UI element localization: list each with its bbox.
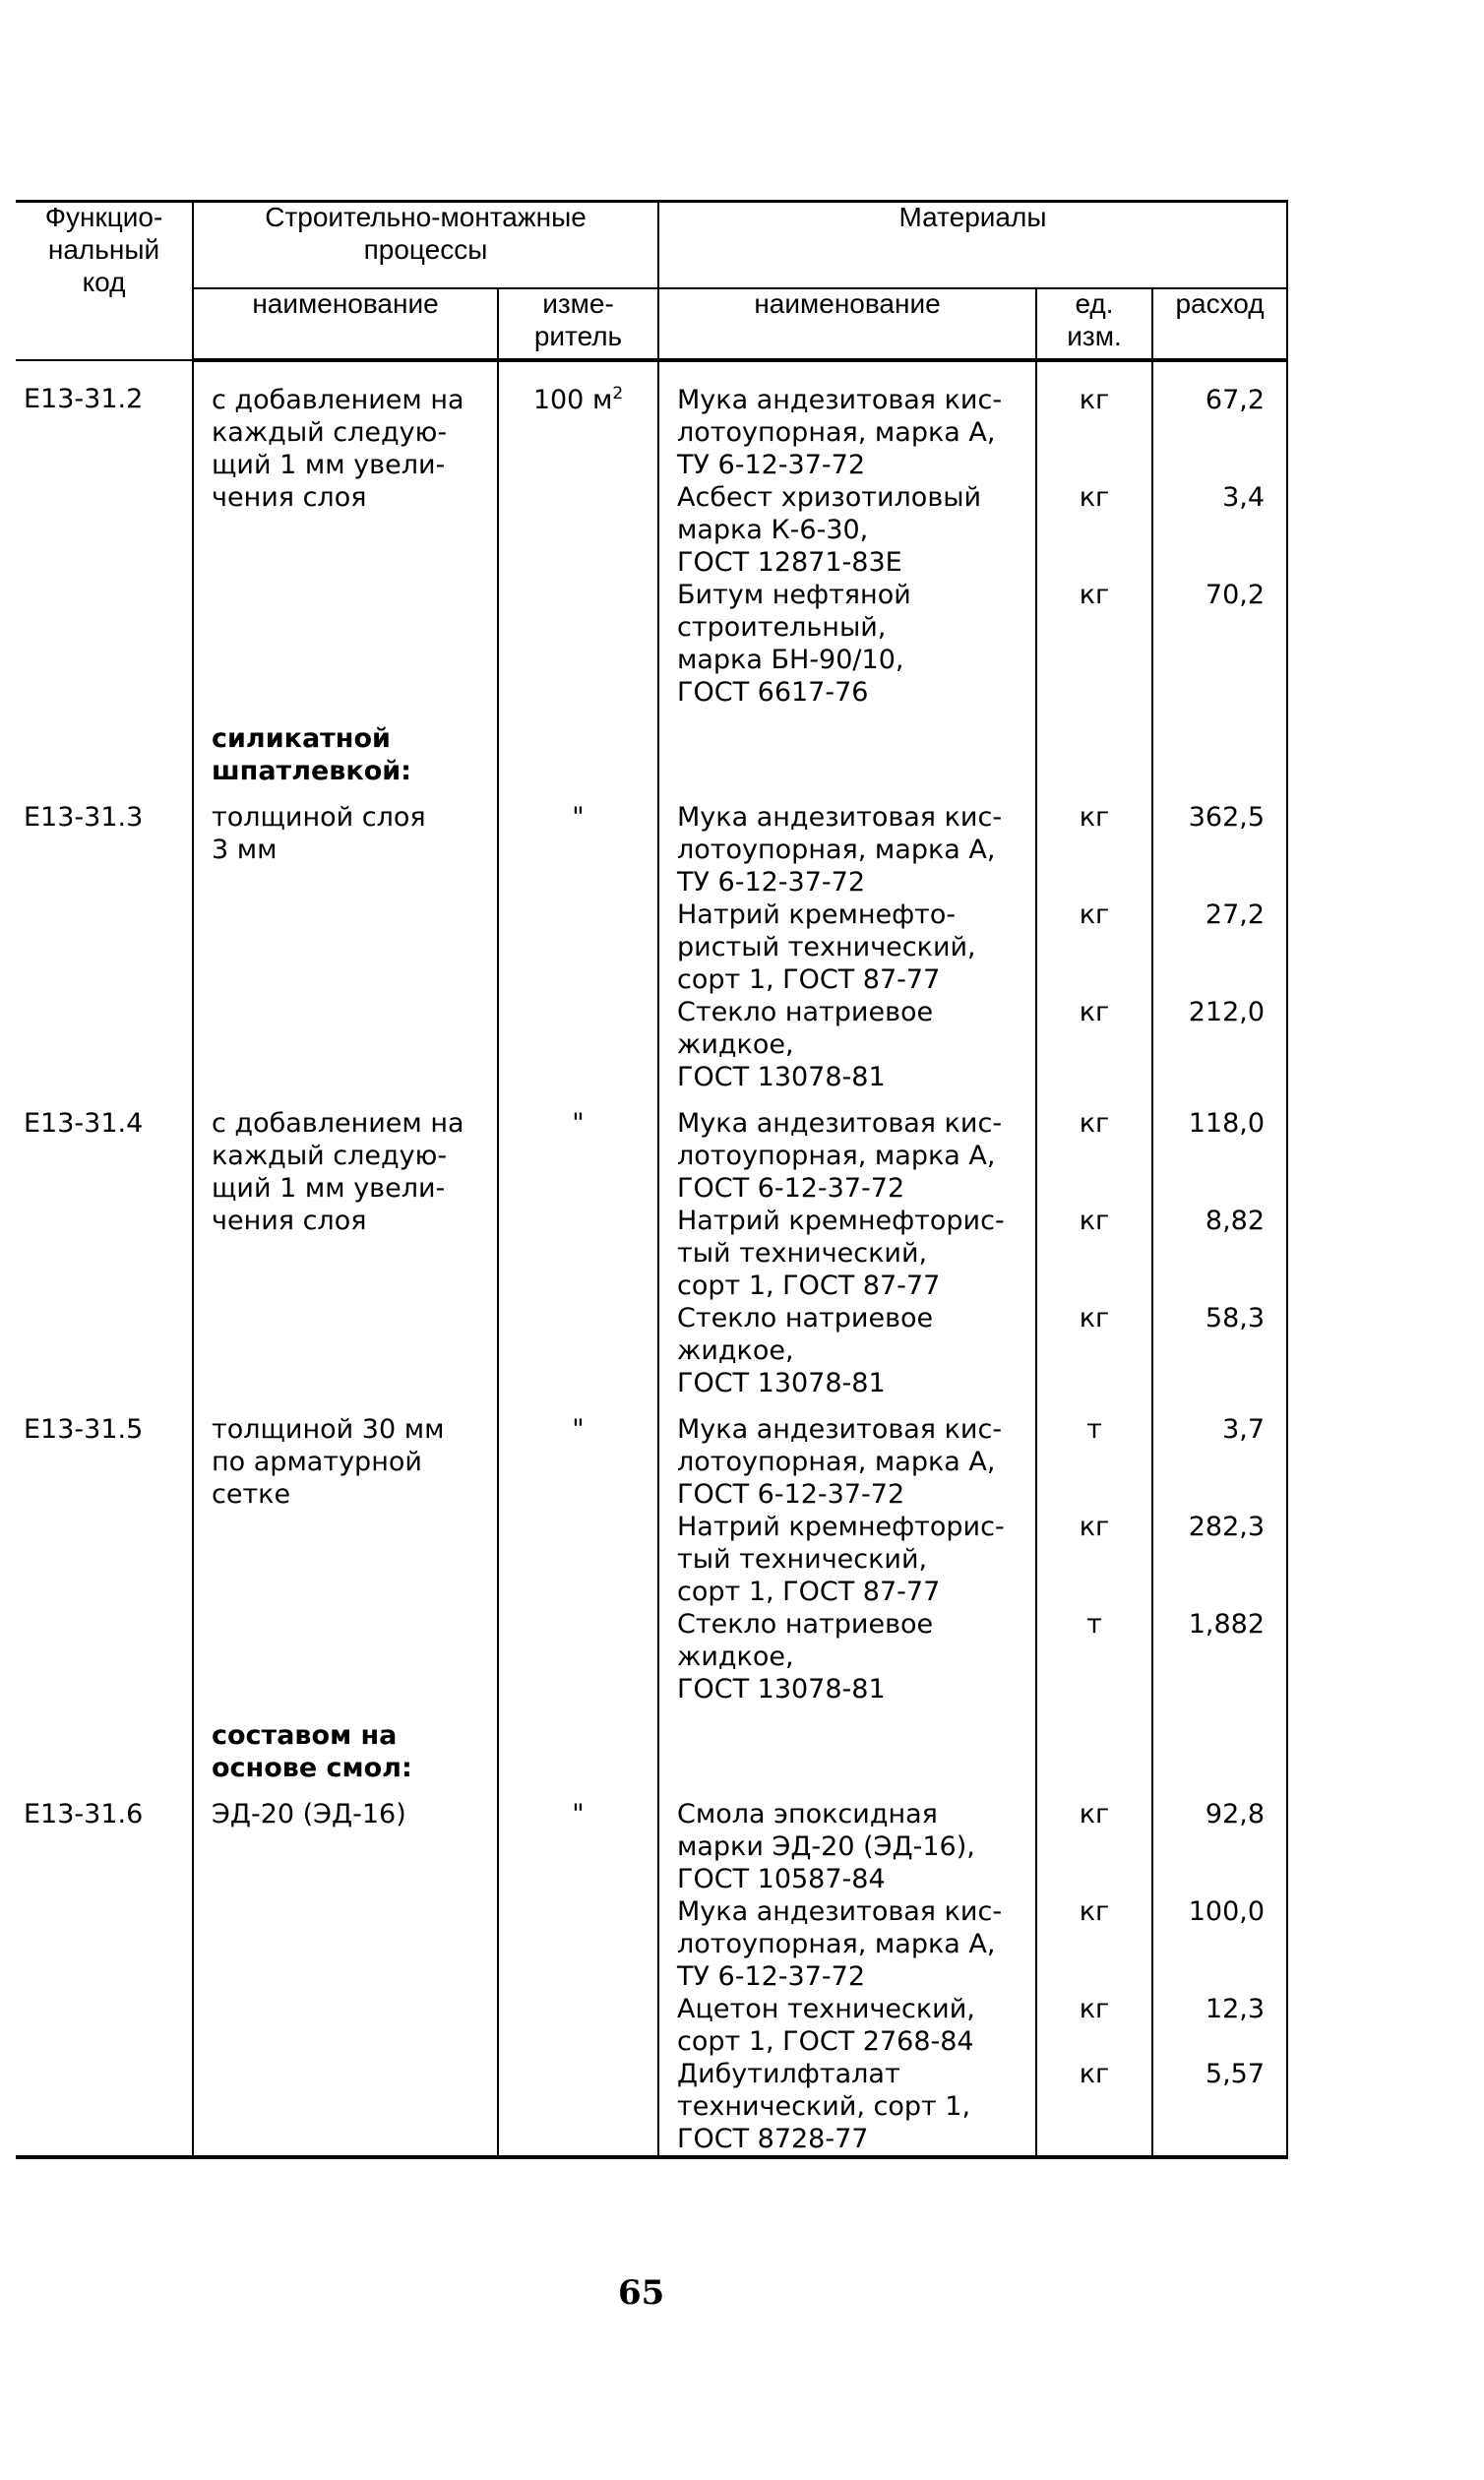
material-item (677, 1511, 1035, 1608)
row-material-qty (1152, 1399, 1287, 1705)
material-qty: 5,57 (1205, 2059, 1266, 2089)
header-materials: Материалы (658, 202, 1287, 289)
material-unit: кг (1079, 1512, 1110, 1542)
material-item (677, 481, 1035, 579)
process-line: щий 1 мм увели- (212, 450, 446, 480)
material-unit: кг (1079, 1108, 1110, 1139)
process-line: чения слоя (212, 482, 367, 513)
material-unit: кг (1079, 1206, 1110, 1236)
material-qty: 70,2 (1205, 580, 1266, 610)
process-line: щий 1 мм увели- (212, 1173, 446, 1204)
material-name-line: Натрий кремнефторис- (677, 1512, 1005, 1542)
header-material-qty: расход (1152, 288, 1287, 360)
table-row (16, 1093, 1287, 1399)
row-unit (498, 1705, 658, 1784)
subheading-line: силикатной (212, 723, 391, 754)
material-name-line: Мука андезитовая кис- (677, 802, 1003, 833)
row-unit (498, 787, 658, 1093)
material-qty: 362,5 (1188, 802, 1266, 833)
row-code (16, 787, 193, 1093)
row-material-units (1036, 1399, 1152, 1705)
table-row (16, 709, 1287, 787)
row-code (16, 360, 193, 709)
material-name-line: Асбест хризотиловый (677, 482, 982, 513)
row-materials (658, 787, 1036, 1093)
material-name-line: тый технический, (677, 1238, 928, 1269)
process-unit-exponent: 2 (612, 384, 624, 403)
material-qty: 58,3 (1205, 1303, 1266, 1333)
table-row (16, 787, 1287, 1093)
subheading-line: основе смол: (212, 1753, 412, 1783)
functional-code: Е13-31.6 (24, 1799, 144, 1829)
material-name-line: Стекло натриевое (677, 997, 934, 1027)
functional-code: Е13-31.4 (24, 1108, 144, 1139)
material-item (677, 1895, 1035, 1993)
material-name-line: сорт 1, ГОСТ 87-77 (677, 1271, 941, 1301)
process-unit (499, 384, 657, 416)
row-process (193, 1399, 498, 1705)
table-row (16, 360, 1287, 709)
process-unit (499, 801, 657, 834)
material-qty: 118,0 (1188, 1108, 1266, 1139)
material-name-line: технический, сорт 1, (677, 2091, 971, 2122)
material-unit: кг (1079, 2059, 1110, 2089)
material-qty: 1,882 (1188, 1609, 1266, 1640)
material-qty: 3,7 (1222, 1414, 1266, 1445)
table-row (16, 1705, 1287, 1784)
row-material-qty (1152, 709, 1287, 787)
material-unit: кг (1079, 1799, 1110, 1829)
process-line: толщиной 30 мм (212, 1414, 445, 1445)
process-line: каждый следую- (212, 417, 448, 448)
material-unit: кг (1079, 580, 1110, 610)
material-qty: 8,82 (1205, 1206, 1266, 1236)
material-unit: кг (1079, 385, 1110, 415)
material-unit: кг (1079, 997, 1110, 1027)
row-material-units (1036, 360, 1152, 709)
process-line: с добавлением на (212, 1108, 464, 1139)
process-line: ЭД-20 (ЭД-16) (212, 1799, 406, 1829)
material-name-line: ГОСТ 13078-81 (677, 1368, 886, 1398)
material-name-line: марки ЭД-20 (ЭД-16), (677, 1831, 975, 1862)
material-item (677, 1107, 1035, 1205)
material-qty: 12,3 (1205, 1994, 1266, 2024)
subheading-line: составом на (212, 1720, 398, 1751)
row-material-qty (1152, 1784, 1287, 2157)
material-name-line: сорт 1, ГОСТ 2768-84 (677, 2026, 974, 2057)
row-material-units (1036, 709, 1152, 787)
process-unit-value: " (572, 802, 585, 833)
material-qty: 212,0 (1188, 997, 1266, 1027)
row-materials (658, 360, 1036, 709)
material-name-line: лотоупорная, марка А, (677, 1929, 996, 1959)
material-item (677, 1413, 1035, 1511)
page-number: 65 (618, 2273, 665, 2313)
row-code (16, 709, 193, 787)
material-name-line: ГОСТ 12871-83Е (677, 547, 902, 578)
row-material-qty (1152, 1705, 1287, 1784)
process-line: толщиной слоя (212, 802, 426, 833)
material-qty: 67,2 (1205, 385, 1266, 415)
row-material-units (1036, 1705, 1152, 1784)
material-item (677, 1993, 1035, 2058)
material-qty: 3,4 (1222, 482, 1266, 513)
material-name-line: Ацетон технический, (677, 1994, 975, 2024)
material-name-line: Мука андезитовая кис- (677, 385, 1003, 415)
material-item (677, 2058, 1035, 2155)
material-name-line: жидкое, (677, 1335, 794, 1366)
process-line: сетке (212, 1479, 291, 1510)
header-process-name: наименование (193, 288, 498, 360)
row-materials (658, 1093, 1036, 1399)
material-name-line: марка К-6-30, (677, 515, 869, 545)
functional-code: Е13-31.2 (24, 384, 144, 414)
material-item (677, 996, 1035, 1093)
material-qty: 282,3 (1188, 1512, 1266, 1542)
material-name-line: марка БН-90/10, (677, 645, 904, 675)
material-unit: кг (1079, 1994, 1110, 2024)
header-material-unit: ед. изм. (1036, 288, 1152, 360)
material-item (677, 1302, 1035, 1399)
row-material-qty (1152, 1093, 1287, 1399)
row-materials (658, 1705, 1036, 1784)
process-unit-value: 100 м (532, 385, 613, 415)
material-qty: 27,2 (1205, 899, 1266, 930)
row-unit (498, 1093, 658, 1399)
material-name-line: Смола эпоксидная (677, 1799, 938, 1829)
materials-table (16, 200, 1288, 2159)
material-name-line: ГОСТ 6-12-37-72 (677, 1173, 905, 1204)
row-code (16, 1705, 193, 1784)
process-line: каждый следую- (212, 1141, 448, 1171)
header-processes: Строительно-монтажные процессы (193, 202, 658, 289)
material-item (677, 384, 1035, 481)
row-materials (658, 1784, 1036, 2157)
material-name-line: Мука андезитовая кис- (677, 1896, 1003, 1927)
material-name-line: Битум нефтяной (677, 580, 911, 610)
material-name-line: Стекло натриевое (677, 1303, 934, 1333)
material-name-line: сорт 1, ГОСТ 87-77 (677, 1577, 941, 1607)
material-name-line: Дибутилфталат (677, 2059, 900, 2089)
process-unit-value: " (572, 1108, 585, 1139)
material-name-line: ГОСТ 6-12-37-72 (677, 1479, 905, 1510)
material-name-line: лотоупорная, марка А, (677, 835, 996, 865)
material-name-line: сорт 1, ГОСТ 87-77 (677, 964, 941, 995)
material-name-line: жидкое, (677, 1642, 794, 1672)
process-unit (499, 1413, 657, 1446)
material-qty: 92,8 (1205, 1799, 1266, 1829)
material-unit: т (1086, 1414, 1102, 1445)
row-unit (498, 709, 658, 787)
row-material-qty (1152, 787, 1287, 1093)
material-name-line: ГОСТ 8728-77 (677, 2124, 869, 2154)
material-item (677, 801, 1035, 899)
material-name-line: Натрий кремнефто- (677, 899, 957, 930)
row-unit (498, 1399, 658, 1705)
material-name-line: Мука андезитовая кис- (677, 1414, 1003, 1445)
material-item (677, 1205, 1035, 1302)
material-name-line: лотоупорная, марка А, (677, 1141, 996, 1171)
row-material-qty (1152, 360, 1287, 709)
functional-code: Е13-31.5 (24, 1414, 144, 1445)
header-code: Функцио- нальный код (16, 202, 193, 361)
header-material-name: наименование (658, 288, 1036, 360)
process-unit-value: " (572, 1414, 585, 1445)
row-process (193, 709, 498, 787)
table-header (16, 202, 1287, 361)
material-unit: кг (1079, 1303, 1110, 1333)
material-name-line: жидкое, (677, 1029, 794, 1060)
material-name-line: ТУ 6-12-37-72 (677, 867, 866, 898)
row-process (193, 1784, 498, 2157)
material-name-line: Стекло натриевое (677, 1609, 934, 1640)
row-material-units (1036, 787, 1152, 1093)
row-code (16, 1093, 193, 1399)
material-item (677, 1608, 1035, 1705)
material-unit: кг (1079, 899, 1110, 930)
subheading-line: шпатлевкой: (212, 756, 411, 786)
material-name-line: тый технический, (677, 1544, 928, 1575)
material-name-line: ГОСТ 13078-81 (677, 1674, 886, 1705)
material-qty: 100,0 (1188, 1896, 1266, 1927)
row-process (193, 787, 498, 1093)
material-name-line: ТУ 6-12-37-72 (677, 1961, 866, 1992)
material-unit: кг (1079, 1896, 1110, 1927)
row-process (193, 1093, 498, 1399)
process-line: по арматурной (212, 1447, 422, 1477)
spec-sheet (16, 200, 1287, 2159)
table-body (16, 360, 1287, 2157)
process-line: 3 мм (212, 835, 278, 865)
material-item (677, 899, 1035, 996)
material-name-line: лотоупорная, марка А, (677, 1447, 996, 1477)
functional-code: Е13-31.3 (24, 802, 144, 833)
table-row (16, 1399, 1287, 1705)
process-unit-value: " (572, 1799, 585, 1829)
material-item (677, 1798, 1035, 1895)
process-line: чения слоя (212, 1206, 367, 1236)
row-material-units (1036, 1784, 1152, 2157)
process-line: с добавлением на (212, 385, 464, 415)
header-process-unit: изме- ритель (498, 288, 658, 360)
process-unit (499, 1798, 657, 1830)
material-name-line: ТУ 6-12-37-72 (677, 450, 866, 480)
material-name-line: лотоупорная, марка А, (677, 417, 996, 448)
table-row (16, 1784, 1287, 2157)
material-item (677, 579, 1035, 709)
row-materials (658, 709, 1036, 787)
material-name-line: Натрий кремнефторис- (677, 1206, 1005, 1236)
process-unit (499, 1107, 657, 1140)
material-name-line: ГОСТ 10587-84 (677, 1864, 886, 1894)
material-unit: т (1086, 1609, 1102, 1640)
row-materials (658, 1399, 1036, 1705)
material-name-line: ГОСТ 6617-76 (677, 677, 869, 708)
row-code (16, 1399, 193, 1705)
row-unit (498, 360, 658, 709)
row-unit (498, 1784, 658, 2157)
material-name-line: ристый технический, (677, 932, 976, 962)
row-code (16, 1784, 193, 2157)
material-name-line: Мука андезитовая кис- (677, 1108, 1003, 1139)
material-name-line: строительный, (677, 612, 887, 643)
row-process (193, 1705, 498, 1784)
material-name-line: ГОСТ 13078-81 (677, 1062, 886, 1092)
row-process (193, 360, 498, 709)
material-unit: кг (1079, 482, 1110, 513)
row-material-units (1036, 1093, 1152, 1399)
material-unit: кг (1079, 802, 1110, 833)
